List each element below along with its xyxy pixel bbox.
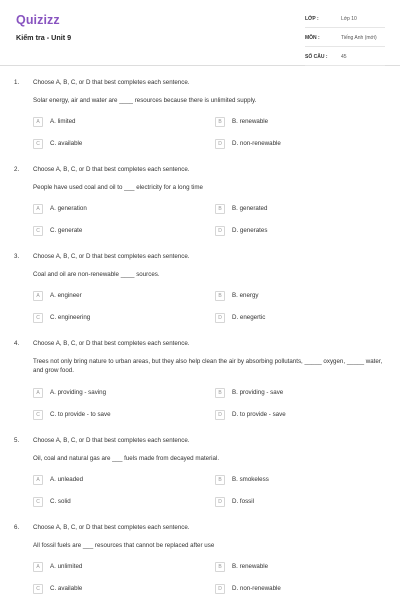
- option-letter-box: B: [215, 291, 225, 301]
- option-a[interactable]: [33, 388, 193, 398]
- question-instruction: Choose A, B, C, or D that best completes each sentence.: [33, 79, 190, 86]
- option-letter-box: D: [215, 313, 225, 323]
- option-b[interactable]: [215, 475, 375, 485]
- option-b[interactable]: [215, 291, 375, 301]
- meta-row-subject: [305, 34, 385, 47]
- option-b[interactable]: [215, 388, 375, 398]
- question-instruction: Choose A, B, C, or D that best completes each sentence.: [33, 437, 190, 444]
- option-text: C. available: [50, 585, 83, 592]
- option-c[interactable]: [33, 226, 193, 236]
- option-letter-box: A: [33, 562, 43, 572]
- page-title: Kiểm tra - Unit 9: [16, 33, 72, 42]
- option-text: B. generated: [232, 205, 268, 212]
- option-letter-box: B: [215, 117, 225, 127]
- option-text: B. energy: [232, 292, 259, 299]
- option-text: A. unleaded: [50, 476, 84, 483]
- option-letter-box: A: [33, 475, 43, 485]
- meta-label: LỚP :: [305, 16, 319, 22]
- option-a[interactable]: [33, 204, 193, 214]
- option-c[interactable]: [33, 139, 193, 149]
- meta-value: Tiếng Anh (mới): [341, 35, 377, 41]
- option-d[interactable]: [215, 410, 375, 420]
- option-a[interactable]: [33, 475, 193, 485]
- option-letter-box: D: [215, 497, 225, 507]
- question-instruction: Choose A, B, C, or D that best completes each sentence.: [33, 524, 190, 531]
- option-d[interactable]: [215, 584, 375, 594]
- meta-value: Lớp 10: [341, 16, 357, 22]
- option-text: D. generates: [232, 227, 268, 234]
- option-letter-box: C: [33, 313, 43, 323]
- option-letter-box: B: [215, 475, 225, 485]
- meta-row-count: [305, 53, 385, 66]
- option-text: D. enegertic: [232, 314, 266, 321]
- option-text: C. available: [50, 140, 83, 147]
- option-c[interactable]: [33, 497, 193, 507]
- option-text: C. to provide - to save: [50, 411, 111, 418]
- option-letter-box: D: [215, 410, 225, 420]
- meta-label: SỐ CÂU :: [305, 54, 328, 60]
- question-number: 6.: [14, 524, 20, 531]
- option-text: D. fossil: [232, 498, 255, 505]
- question-instruction: Choose A, B, C, or D that best completes each sentence.: [33, 166, 190, 173]
- option-letter-box: B: [215, 204, 225, 214]
- option-text: A. providing - saving: [50, 389, 107, 396]
- option-d[interactable]: [215, 313, 375, 323]
- option-b[interactable]: [215, 204, 375, 214]
- option-text: A. generation: [50, 205, 87, 212]
- quiz-meta: [305, 15, 385, 72]
- option-letter-box: D: [215, 226, 225, 236]
- meta-row-class: [305, 15, 385, 28]
- question-instruction: Choose A, B, C, or D that best completes each sentence.: [33, 253, 190, 260]
- question-text: All fossil fuels are ___ resources that cannot be replaced after use: [33, 542, 215, 549]
- option-text: B. smokeless: [232, 476, 269, 483]
- option-b[interactable]: [215, 117, 375, 127]
- option-text: C. solid: [50, 498, 71, 505]
- option-d[interactable]: [215, 497, 375, 507]
- option-letter-box: C: [33, 497, 43, 507]
- option-text: B. renewable: [232, 118, 269, 125]
- question-number: 4.: [14, 340, 20, 347]
- option-letter-box: C: [33, 226, 43, 236]
- question-number: 3.: [14, 253, 20, 260]
- question-instruction: Choose A, B, C, or D that best completes each sentence.: [33, 340, 190, 347]
- question-text: Coal and oil are non-renewable ____ sources.: [33, 271, 160, 278]
- option-a[interactable]: [33, 117, 193, 127]
- option-letter-box: A: [33, 291, 43, 301]
- option-text: C. generate: [50, 227, 83, 234]
- option-letter-box: C: [33, 410, 43, 420]
- quizizz-logo[interactable]: Quizizz: [16, 13, 60, 27]
- meta-value: 45: [341, 54, 347, 60]
- option-letter-box: C: [33, 584, 43, 594]
- question-text: Oil, coal and natural gas are ___ fuels made from decayed material.: [33, 455, 220, 462]
- question-number: 2.: [14, 166, 20, 173]
- option-text: A. limited: [50, 118, 76, 125]
- option-letter-box: B: [215, 388, 225, 398]
- option-c[interactable]: [33, 584, 193, 594]
- option-text: B. providing - save: [232, 389, 284, 396]
- option-a[interactable]: [33, 562, 193, 572]
- page-header: [0, 0, 400, 66]
- question-text: Solar energy, air and water are ____ resources because there is unlimited supply.: [33, 97, 257, 104]
- option-d[interactable]: [215, 226, 375, 236]
- option-c[interactable]: [33, 313, 193, 323]
- option-letter-box: A: [33, 388, 43, 398]
- question-number: 5.: [14, 437, 20, 444]
- question-text: People have used coal and oil to ___ electricity for a long time: [33, 184, 203, 191]
- option-text: A. unlimited: [50, 563, 83, 570]
- option-a[interactable]: [33, 291, 193, 301]
- option-text: D. non-renewable: [232, 585, 281, 592]
- option-text: D. to provide - save: [232, 411, 286, 418]
- option-c[interactable]: [33, 410, 193, 420]
- option-letter-box: A: [33, 204, 43, 214]
- question-number: 1.: [14, 79, 20, 86]
- option-letter-box: B: [215, 562, 225, 572]
- option-text: A. engineer: [50, 292, 82, 299]
- question-text: Trees not only bring nature to urban areas, but they also help clean the air by absorbing pollutants, _____ oxygen, _____ water, and grow food.: [33, 358, 383, 374]
- meta-label: MÔN :: [305, 35, 320, 41]
- option-letter-box: D: [215, 584, 225, 594]
- option-letter-box: D: [215, 139, 225, 149]
- option-letter-box: C: [33, 139, 43, 149]
- option-letter-box: A: [33, 117, 43, 127]
- option-text: C. engineering: [50, 314, 91, 321]
- option-text: B. renewable: [232, 563, 269, 570]
- option-d[interactable]: [215, 139, 375, 149]
- option-text: D. non-renewable: [232, 140, 281, 147]
- option-b[interactable]: [215, 562, 375, 572]
